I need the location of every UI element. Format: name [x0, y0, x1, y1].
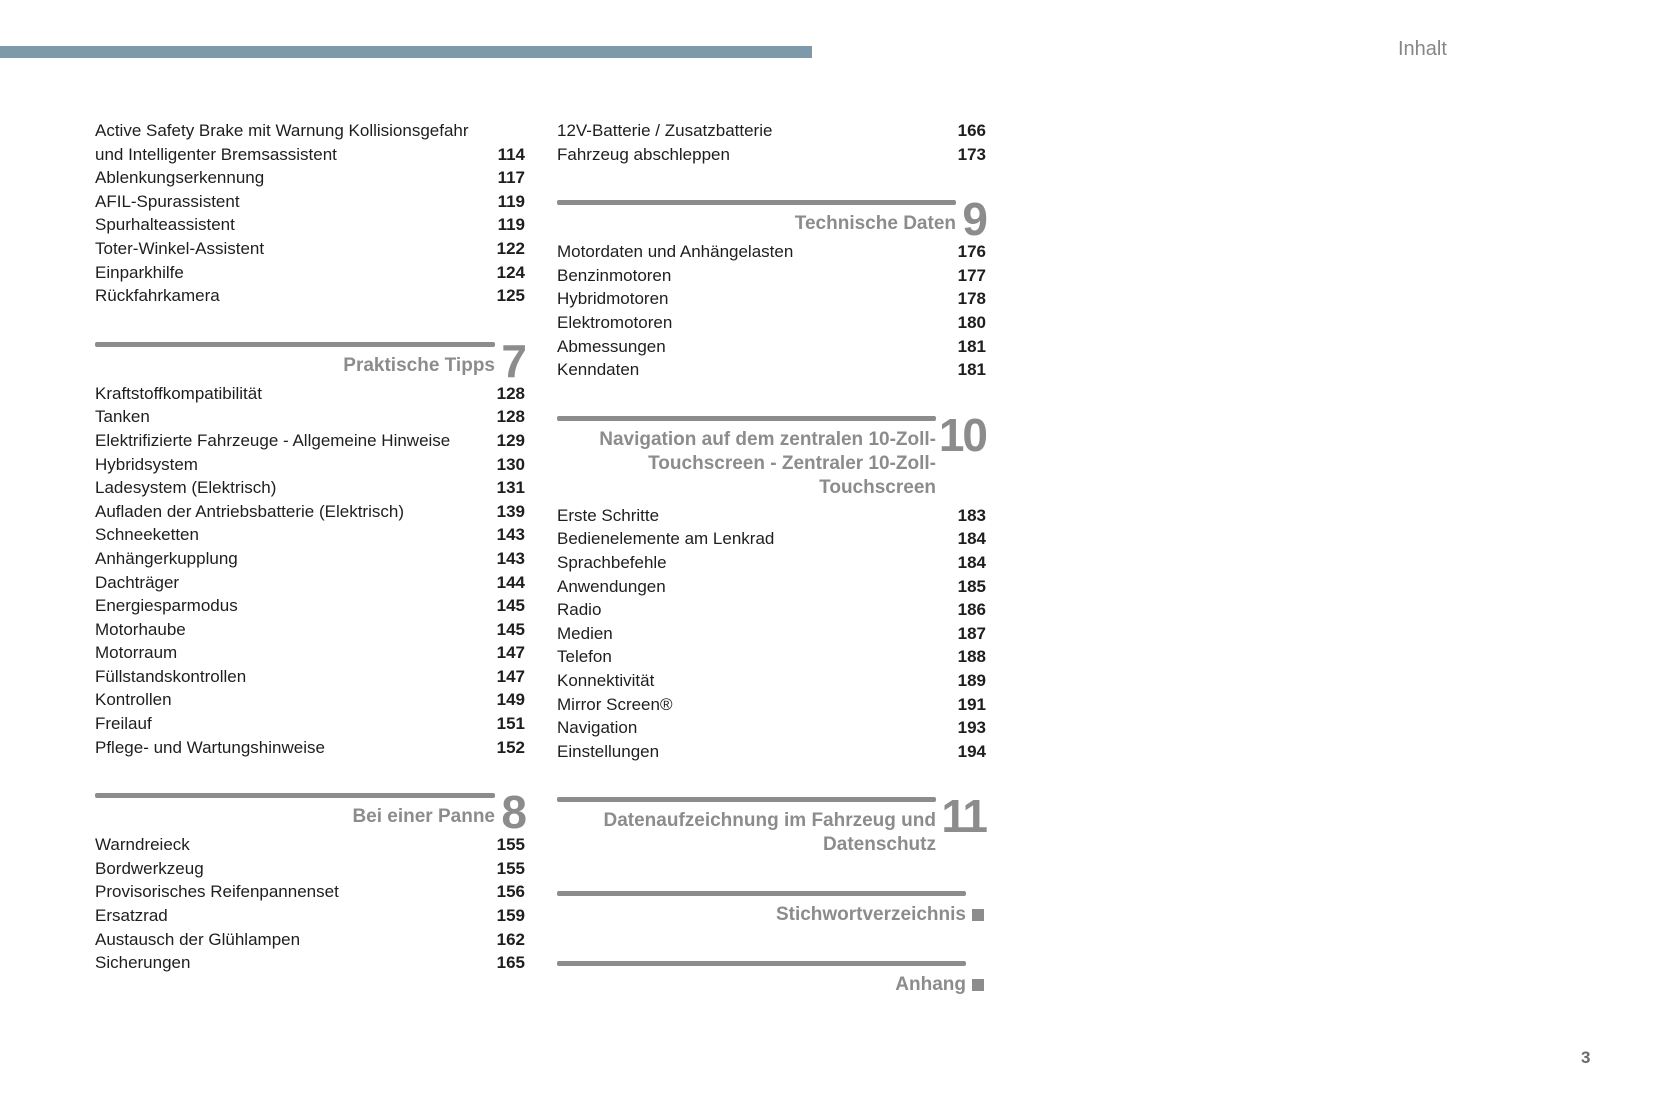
toc-entry[interactable]: [95, 453, 525, 477]
section-rule: [557, 961, 966, 966]
toc-entry-page: 139: [496, 501, 525, 521]
toc-entry-label: Ablenkungserkennung: [95, 168, 265, 188]
toc-entry-label: Konnektivität: [557, 670, 655, 690]
toc-entry-page: 128: [496, 407, 525, 427]
toc-entry-page: 165: [496, 953, 525, 973]
toc-entry-label: Freilauf: [95, 714, 152, 734]
toc-entry[interactable]: [95, 688, 525, 712]
toc-entry-page: 185: [957, 576, 986, 596]
section-title[interactable]: [557, 903, 966, 927]
toc-entry[interactable]: [95, 166, 525, 190]
toc-entry-page: 155: [496, 835, 525, 855]
toc-entry[interactable]: [95, 261, 525, 285]
toc-entry[interactable]: [95, 547, 525, 571]
toc-entry-page: 191: [957, 694, 986, 714]
toc-entry[interactable]: [95, 880, 525, 904]
toc-entry[interactable]: [557, 119, 986, 143]
toc-column-left: [95, 119, 525, 975]
toc-entry-label: Medien: [557, 623, 613, 643]
toc-entry-label: Sprachbefehle: [557, 552, 667, 572]
toc-entry-label: Benzinmotoren: [557, 265, 672, 285]
toc-entry-label: Kenndaten: [557, 360, 640, 380]
toc-entry-page: 124: [496, 262, 525, 282]
toc-entry-label: Einstellungen: [557, 741, 660, 761]
toc-entry[interactable]: [557, 693, 986, 717]
toc-entry-label: Warndreieck: [95, 835, 190, 855]
section-rule: [557, 416, 936, 421]
toc-entry[interactable]: [557, 716, 986, 740]
toc-entry-page: 145: [496, 619, 525, 639]
section-title[interactable]: [557, 212, 956, 236]
toc-entry-label: Elektrifizierte Fahrzeuge - Allgemeine Hinweise: [95, 430, 451, 450]
toc-entry-label: Abmessungen: [557, 336, 666, 356]
toc-entry[interactable]: [557, 143, 986, 167]
section-title[interactable]: [95, 354, 495, 378]
toc-entry-label: Füllstandskontrollen: [95, 666, 247, 686]
toc-entry-label: Bordwerkzeug: [95, 858, 204, 878]
toc-entry-label: Einparkhilfe: [95, 262, 184, 282]
toc-entry-page: 143: [496, 548, 525, 568]
toc-entry[interactable]: [95, 857, 525, 881]
section-title-line: Anhang: [895, 974, 966, 996]
toc-entry[interactable]: [557, 551, 986, 575]
toc-entry-page: 187: [957, 623, 986, 643]
toc-entry[interactable]: [95, 665, 525, 689]
toc-entry-page: 147: [496, 643, 525, 663]
toc-entry-page: 178: [957, 289, 986, 309]
toc-entry-page: 166: [957, 121, 986, 140]
toc-entry-label: Elektromotoren: [557, 312, 673, 332]
section-header: [557, 193, 986, 246]
section-rule: [95, 793, 495, 798]
toc-entry-page: 176: [957, 242, 986, 262]
toc-entry-page: 189: [957, 670, 986, 690]
toc-entry[interactable]: [557, 240, 986, 264]
toc-entry-label: Rückfahrkamera: [95, 286, 220, 306]
toc-entry[interactable]: [95, 405, 525, 429]
toc-entry[interactable]: [557, 264, 986, 288]
toc-entry[interactable]: [557, 287, 986, 311]
accent-bar: [0, 46, 812, 58]
toc-entry-page: 122: [496, 238, 525, 258]
toc-entry-page: 151: [496, 714, 525, 734]
section-title-line: Praktische Tipps: [343, 354, 495, 376]
toc-entry-page: 188: [957, 647, 986, 667]
toc-entry-page: 181: [957, 360, 986, 380]
chapter-number: 9: [962, 193, 986, 246]
toc-entry-label: Motordaten und Anhängelasten: [557, 242, 794, 262]
toc-entry-page: 173: [957, 144, 986, 164]
toc-entry-page: 128: [496, 383, 525, 403]
toc-entry-page: 149: [496, 690, 525, 710]
toc-entry[interactable]: [557, 358, 986, 382]
toc-entry[interactable]: [95, 641, 525, 665]
toc-entry-page: 180: [957, 312, 986, 332]
toc-entry-label: Toter-Winkel-Assistent: [95, 238, 265, 258]
section-rule: [95, 342, 495, 347]
toc-entry-label: Sicherungen: [95, 953, 191, 973]
toc-entry[interactable]: [557, 598, 986, 622]
section-header: [557, 961, 986, 997]
section-title[interactable]: [557, 973, 966, 997]
toc-entry[interactable]: [95, 500, 525, 524]
toc-entry-label: Active Safety Brake mit Warnung Kollisionsgefahr und Intelligenter Bremsassistent: [95, 121, 469, 164]
section-title[interactable]: [557, 428, 936, 500]
toc-entry-page: 119: [497, 191, 525, 211]
toc-entry[interactable]: [95, 736, 525, 760]
section-title[interactable]: [95, 805, 495, 829]
toc-entry[interactable]: [95, 928, 525, 952]
toc-entry-label: Kontrollen: [95, 690, 172, 710]
section-title-line: Touchscreen - Zentraler 10-Zoll-Touchscreen: [648, 452, 936, 498]
toc-entry-label: Motorhaube: [95, 619, 186, 639]
section-rule: [557, 891, 966, 896]
square-marker-icon: [972, 909, 984, 921]
chapter-number: 11: [941, 790, 986, 843]
toc-entry-page: 155: [496, 858, 525, 878]
toc-entry[interactable]: [557, 740, 986, 764]
toc-entry[interactable]: [95, 190, 525, 214]
toc-entry-label: Pflege- und Wartungshinweise: [95, 737, 325, 757]
toc-entry[interactable]: [95, 571, 525, 595]
toc-entry-label: Energiesparmodus: [95, 596, 238, 616]
toc-entry-label: AFIL-Spurassistent: [95, 191, 240, 211]
toc-entry-page: 183: [957, 505, 986, 525]
toc-entry-label: Telefon: [557, 647, 612, 667]
toc-entry-label: 12V-Batterie / Zusatzbatterie: [557, 121, 773, 140]
toc-entry-label: Mirror Screen®: [557, 694, 673, 714]
toc-entry[interactable]: [95, 476, 525, 500]
toc-entry-label: Ersatzrad: [95, 906, 168, 926]
toc-entry-page: 125: [496, 286, 525, 306]
section-title-line: Technische Daten: [794, 213, 956, 235]
toc-entry-page: 181: [957, 336, 986, 356]
toc-entry-page: 193: [957, 718, 986, 738]
toc-entry-page: 186: [957, 600, 986, 620]
toc-entry[interactable]: [95, 237, 525, 261]
toc-entry-label: Radio: [557, 600, 602, 620]
running-header: Inhalt: [1398, 38, 1447, 60]
chapter-number: 10: [938, 408, 986, 461]
section-header: [95, 786, 525, 839]
toc-entry[interactable]: [95, 284, 525, 308]
toc-entry[interactable]: [95, 429, 525, 453]
section-header: [557, 408, 986, 500]
toc-entry[interactable]: [95, 119, 525, 166]
toc-entry-label: Tanken: [95, 407, 150, 427]
toc-entry-label: Spurhalteassistent: [95, 215, 235, 235]
square-marker-icon: [972, 979, 984, 991]
section-rule: [557, 797, 936, 802]
toc-entry-label: Schneeketten: [95, 525, 199, 545]
toc-entry-page: 130: [496, 454, 525, 474]
toc-entry-page: 156: [496, 882, 525, 902]
toc-entry[interactable]: [557, 335, 986, 359]
toc-entry-label: Anhängerkupplung: [95, 548, 238, 568]
toc-entry-label: Motorraum: [95, 643, 178, 663]
toc-entry-label: Aufladen der Antriebsbatterie (Elektrisch): [95, 501, 404, 521]
toc-entry[interactable]: [95, 618, 525, 642]
section-header: [95, 334, 525, 387]
toc-entry[interactable]: [557, 527, 986, 551]
toc-entry-page: 119: [497, 215, 525, 235]
toc-entry[interactable]: [557, 622, 986, 646]
section-title-line: Datenschutz: [823, 834, 936, 856]
toc-entry[interactable]: [557, 311, 986, 335]
section-title-line: Navigation auf dem zentralen 10-Zoll-: [599, 428, 936, 450]
toc-entry[interactable]: [557, 504, 986, 528]
toc-entry-page: 145: [496, 596, 525, 616]
section-title-line: Stichwortverzeichnis: [775, 904, 966, 926]
toc-entry-page: 159: [496, 906, 525, 926]
toc-entry-page: 147: [496, 666, 525, 686]
toc-entry[interactable]: [95, 523, 525, 547]
toc-entry-label: Anwendungen: [557, 576, 666, 596]
toc-entry[interactable]: [95, 213, 525, 237]
toc-entry[interactable]: [95, 904, 525, 928]
toc-entry-page: 114: [497, 144, 525, 164]
section-header: [557, 790, 986, 857]
toc-entry-label: Fahrzeug abschleppen: [557, 144, 730, 164]
toc-entry[interactable]: [95, 594, 525, 618]
toc-entry[interactable]: [95, 382, 525, 406]
page-number: 3: [1581, 1048, 1591, 1067]
toc-entry-label: Erste Schritte: [557, 505, 660, 525]
section-title[interactable]: [557, 809, 936, 857]
toc-entry-label: Austausch der Glühlampen: [95, 929, 301, 949]
toc-entry-page: 194: [957, 741, 986, 761]
toc-entry[interactable]: [95, 712, 525, 736]
chapter-number: 8: [501, 786, 525, 839]
toc-entry-page: 143: [496, 525, 525, 545]
toc-entry[interactable]: [557, 669, 986, 693]
section-header: [557, 891, 986, 927]
toc-entry-label: Hybridmotoren: [557, 289, 669, 309]
toc-entry[interactable]: [95, 951, 525, 975]
toc-entry-page: 131: [496, 478, 525, 498]
toc-entry-page: 177: [957, 265, 986, 285]
toc-entry-page: 162: [496, 929, 525, 949]
toc-entry-label: Dachträger: [95, 572, 180, 592]
section-title-line: Datenaufzeichnung im Fahrzeug und: [603, 810, 936, 832]
toc-entry-page: 152: [496, 737, 525, 757]
toc-entry-label: Ladesystem (Elektrisch): [95, 478, 277, 498]
section-title-line: Bei einer Panne: [352, 806, 495, 828]
chapter-number: 7: [501, 334, 525, 387]
toc-entry-label: Hybridsystem: [95, 454, 198, 474]
toc-entry-label: Bedienelemente am Lenkrad: [557, 529, 775, 549]
toc-entry[interactable]: [95, 833, 525, 857]
toc-entry-page: 184: [957, 529, 986, 549]
toc-entry[interactable]: [557, 575, 986, 599]
toc-entry-page: 184: [957, 552, 986, 572]
toc-entry-label: Kraftstoffkompatibilität: [95, 383, 262, 403]
toc-entry-page: 144: [496, 572, 525, 592]
toc-entry-label: Provisorisches Reifenpannenset: [95, 882, 339, 902]
toc-entry-label: Navigation: [557, 718, 638, 738]
toc-entry-page: 129: [496, 430, 525, 450]
toc-entry-page: 117: [497, 168, 525, 188]
toc-column-right: [557, 119, 986, 1001]
section-rule: [557, 200, 956, 205]
toc-entry[interactable]: [557, 645, 986, 669]
